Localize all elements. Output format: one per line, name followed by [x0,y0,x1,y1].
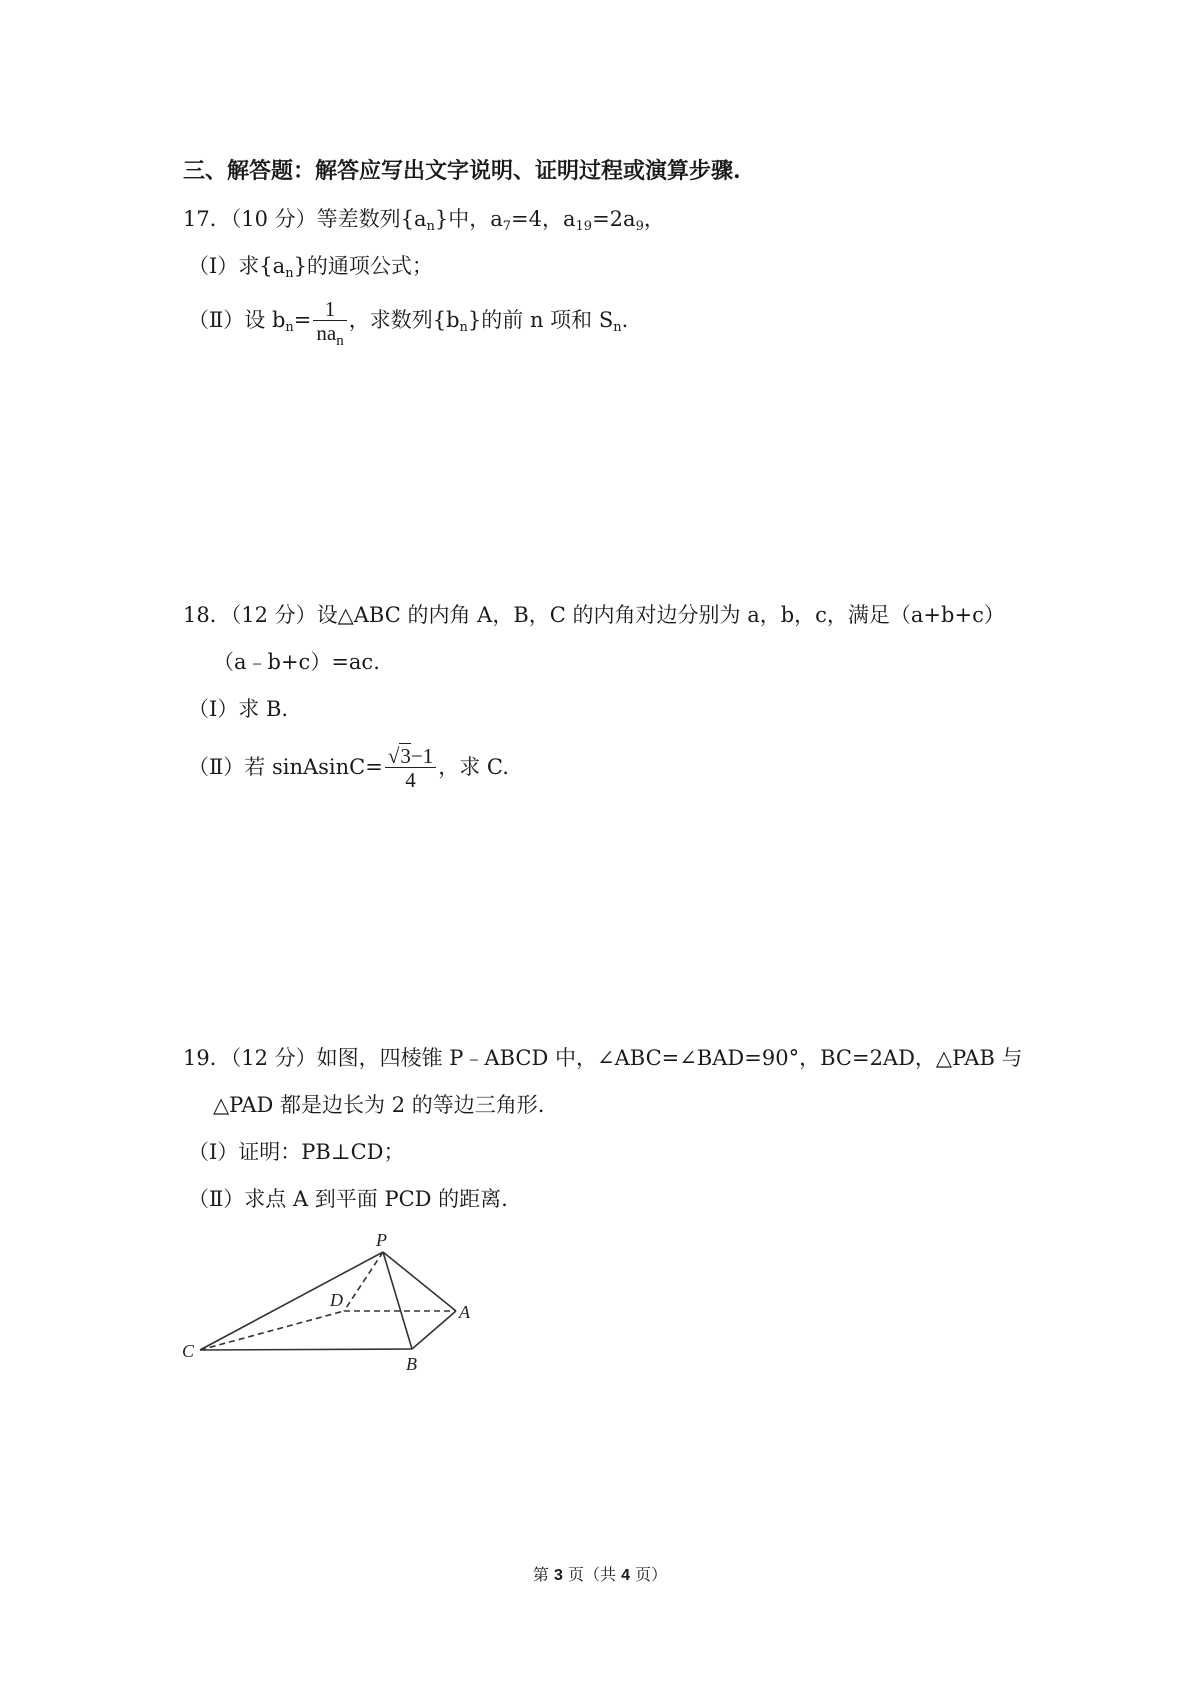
q17-fraction [313,297,346,349]
q19-part1: （Ⅰ）证明：PB⊥CD； [188,1140,405,1164]
q17-fraction-denominator: $na_n$ [316,321,344,349]
q18-header: 18．（12 分）设△ABC 的内角 A，B，C 的内角对边分别为 a，b，c，满足（a+b+c） [183,603,1005,627]
edge-PD [344,1252,383,1311]
label-D: D [330,1290,343,1310]
label-P: P [376,1230,387,1250]
q18-part1: （Ⅰ）求 B. [188,697,289,721]
edge-BA [412,1311,456,1349]
q18-fraction-denominator: 4 [405,768,416,792]
edge-PA [383,1252,456,1311]
q19-part2: （Ⅱ）求点 A 到平面 PCD 的距离. [188,1187,508,1211]
pyramid-figure [180,1228,470,1378]
q18-fraction [385,745,436,792]
q18-header-cont: （a﹣b+c）=ac. [213,650,380,674]
edge-CB [200,1349,412,1350]
edge-CD [200,1311,344,1350]
q17-part1: （Ⅰ）求$\{a_n\}$的通项公式； [188,254,433,281]
section-title: 三、解答题：解答应写出文字说明、证明过程或演算步骤. [183,158,741,184]
page-footer: 第 3 页（共 4 页） [532,1565,668,1584]
edge-PC [200,1252,383,1350]
q18-fraction-numerator: √3−1 [385,745,436,768]
q17-fraction-numerator: 1 [313,298,346,321]
edge-PB [383,1252,412,1349]
q19-header-cont: △PAD 都是边长为 2 的等边三角形. [213,1093,545,1117]
label-C: C [182,1341,195,1361]
q17-part2: （Ⅱ）设 $b_n=$ $\frac{1}{na_n}$ ，求数列$\{b_n\}$的前 n 项和 $S_n$. [188,297,629,349]
q18-part2: （Ⅱ）若 sinAsinC= $\frac{√3-1}{4}$ ，求 C. [188,744,509,792]
label-B: B [406,1354,417,1374]
q17-header: 17．（10 分）等差数列$\{a_n\}$中，$a_7=4$，$a_{19}=2a_9$， [183,207,665,234]
label-A: A [459,1302,470,1322]
q19-header: 19．（12 分）如图，四棱锥 P﹣ABCD 中，∠ABC=∠BAD=90°，BC=2AD，△PAB 与 [183,1046,1023,1070]
